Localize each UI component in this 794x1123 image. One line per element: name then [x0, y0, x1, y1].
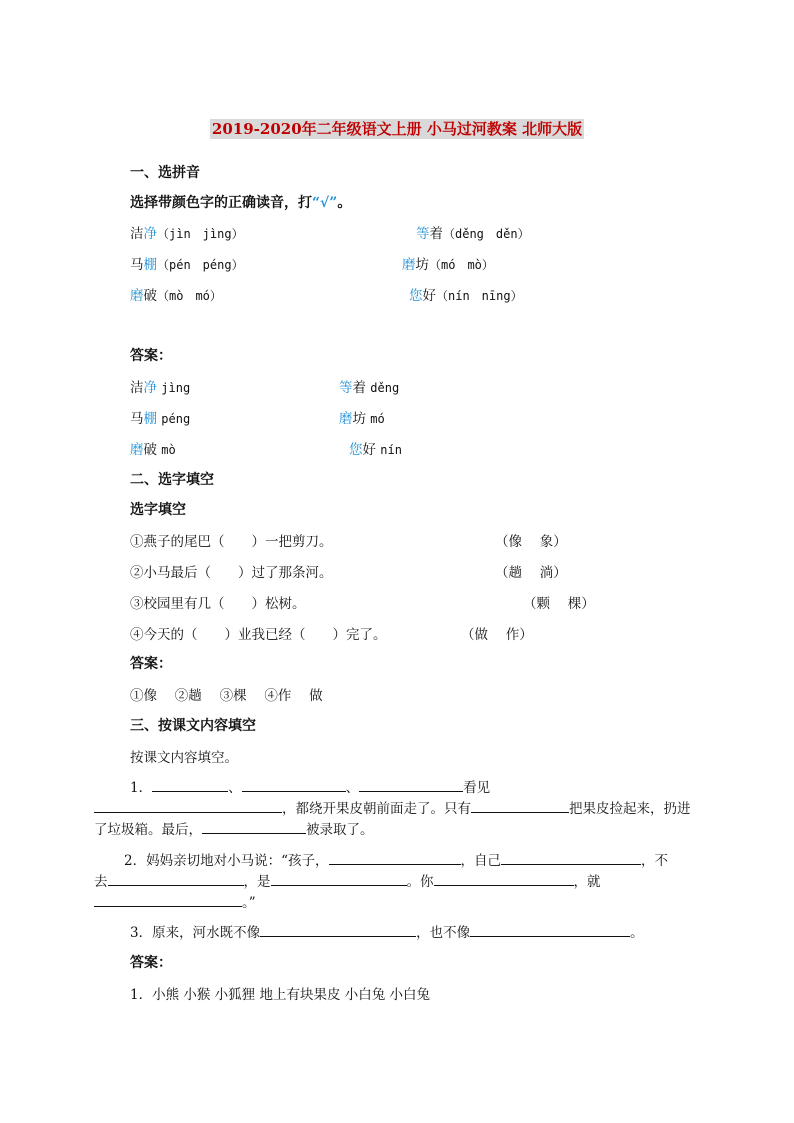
answer-item: 磨坊 mó	[339, 411, 385, 427]
document-title: 2019-2020年二年级语文上册 小马过河教案 北师大版	[211, 120, 583, 138]
fill-item: ③校园里有几（ ）松树。	[130, 596, 306, 612]
section1-instruction: 选择带颜色字的正确读音，打“√”。	[130, 195, 352, 211]
fill-options: （颗 棵）	[523, 596, 595, 612]
section2-answer: ①像 ②趟 ③棵 ④作 做	[130, 688, 323, 704]
question-2-line3: 。”	[94, 891, 256, 911]
question-1-line2: ，都绕开果皮朝前面走了。只有 把果皮捡起来，扔进	[94, 797, 691, 817]
answer-label: 答案：	[130, 955, 172, 971]
answer-item: 您好 nín	[349, 442, 402, 458]
fill-item: ①燕子的尾巴（ ）一把剪刀。	[130, 534, 333, 550]
question-1-line3: 了垃圾箱。最后， 被录取了。	[94, 822, 374, 838]
section3-answer: 1．小熊 小猴 小狐狸 地上有块果皮 小白兔 小白兔	[130, 987, 431, 1003]
pinyin-item: 马棚（pén péng）	[130, 257, 244, 273]
fill-options: （像 象）	[495, 534, 567, 550]
pinyin-item: 洁净（jìn jìng）	[130, 226, 244, 242]
question-1-line1: 1． 、 、 看见	[130, 780, 491, 796]
section3-heading: 三、按课文内容填空	[130, 718, 256, 734]
question-2-line2: 去 ，是 。你 ，就	[94, 874, 601, 890]
fill-options: （做 作）	[461, 627, 533, 643]
answer-item: 等着 děng	[339, 380, 400, 396]
section2-heading: 二、选字填空	[130, 472, 214, 488]
fill-options: （趟 淌）	[495, 565, 567, 581]
pinyin-item: 您好（nín nīng）	[409, 288, 523, 304]
question-2-line1: 2．妈妈亲切地对小马说：“孩子， ，自己 ，不	[124, 853, 668, 869]
answer-label: 答案：	[130, 348, 172, 364]
pinyin-item: 磨坊（mó mò）	[402, 257, 494, 273]
answer-item: 洁净 jìng	[130, 380, 191, 396]
pinyin-item: 等着（děng děn）	[416, 226, 530, 242]
answer-item: 马棚 péng	[130, 411, 191, 427]
section3-instruction: 按课文内容填空。	[130, 750, 238, 766]
pinyin-item: 磨破（mò mó）	[130, 288, 222, 304]
answer-label: 答案：	[130, 656, 172, 672]
question-3: 3．原来，河水既不像 ，也不像 。	[130, 925, 644, 941]
fill-item: ②小马最后（ ）过了那条河。	[130, 565, 333, 581]
answer-item: 磨破 mò	[130, 442, 176, 458]
section2-subheading: 选字填空	[130, 502, 186, 518]
fill-item: ④今天的（ ）业我已经（ ）完了。	[130, 627, 387, 643]
check-mark: “√”	[312, 195, 338, 211]
section1-heading: 一、选拼音	[130, 165, 200, 181]
